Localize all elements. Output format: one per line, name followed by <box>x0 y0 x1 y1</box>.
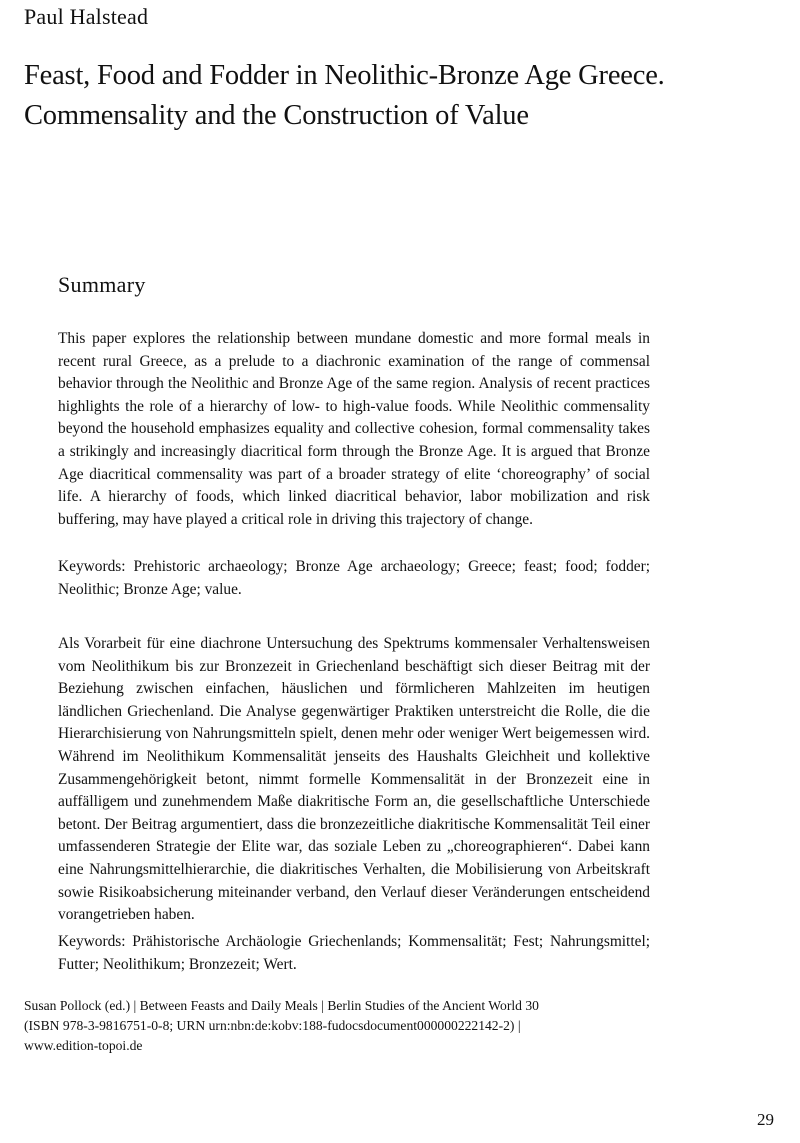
author-name: Paul Halstead <box>24 4 149 29</box>
abstract-german: Als Vorarbeit für eine diachrone Untersuchung des Spektrums kommensaler Verhaltensweisen vom Neolithikum bis zur Bronzezeit in Griechenland beschäftigt sich dieser Beitrag mit der Beziehung zwischen einfachen, häuslichen und förmlicheren Mahlzeiten im heutigen ländlichen Griechenland. Die Analyse gegenwärtiger Praktiken unterstreicht die Rolle, die die Hierarchisierung von Nahrungsmitteln spielt, denen mehr oder weniger Wert beigemessen wird. Während im Neolithikum Kommensalität jenseits des Haushalts Gleichheit und kollektive Zusammengehörigkeit betont, nimmt formelle Kommensalität in der Bronzezeit eine in auffälligem und zunehmendem Maße diakritische Form an, die gesellschaftliche Unterschiede betont. Der Beitrag argumentiert, dass die bronzezeitliche diakritische Kommensalität Teil einer umfassenderen Strategie der Elite war, das soziale Leben zu „choreographieren“. Dabei kann eine Nahrungsmittelhierarchie, die diakritisches Verhalten, die Mobilisierung von Arbeitskraft sowie Risikoabsicherung miteinander verband, den Verlauf dieser Veränderungen entscheidend vorangetrieben haben. <box>58 635 650 924</box>
paper-title: Feast, Food and Fodder in Neolithic-Bronze Age Greece. Commensality and the Construction of Value <box>24 60 665 131</box>
page-number: 29 <box>757 1110 774 1129</box>
summary-heading: Summary <box>58 272 146 297</box>
footer-citation: Susan Pollock (ed.) | Between Feasts and Daily Meals | Berlin Studies of the Ancient World 30 <box>24 998 539 1013</box>
publication-footer <box>24 996 624 1056</box>
keywords-german: Keywords: Prähistorische Archäologie Griechenlands; Kommensalität; Fest; Nahrungsmittel; Futter; Neolithikum; Bronzezeit; Wert. <box>58 933 650 973</box>
footer-website-link[interactable]: www.edition-topoi.de <box>24 1038 143 1053</box>
keywords-english: Keywords: Prehistoric archaeology; Bronze Age archaeology; Greece; feast; food; fodder; Neolithic; Bronze Age; value. <box>58 558 650 598</box>
footer-identifiers: (ISBN 978-3-9816751-0-8; URN urn:nbn:de:kobv:188-fudocsdocument000000222142-2) | <box>24 1018 521 1033</box>
abstract-english: This paper explores the relationship between mundane domestic and more formal meals in recent rural Greece, as a prelude to a diachronic examination of the range of commensal behavior through the Neolithic and Bronze Age of the same region. Analysis of recent practices highlights the role of a hierarchy of low- to high-value foods. While Neolithic commensality beyond the household emphasizes equality and collective cohesion, formal commensality takes a strikingly and increasingly diacritical form through the Bronze Age. It is argued that Bronze Age diacritical commensality was part of a broader strategy of elite ‘choreography’ of social life. A hierarchy of foods, which linked diacritical behavior, labor mobilization and risk buffering, may have played a critical role in driving this trajectory of change. <box>58 330 650 528</box>
